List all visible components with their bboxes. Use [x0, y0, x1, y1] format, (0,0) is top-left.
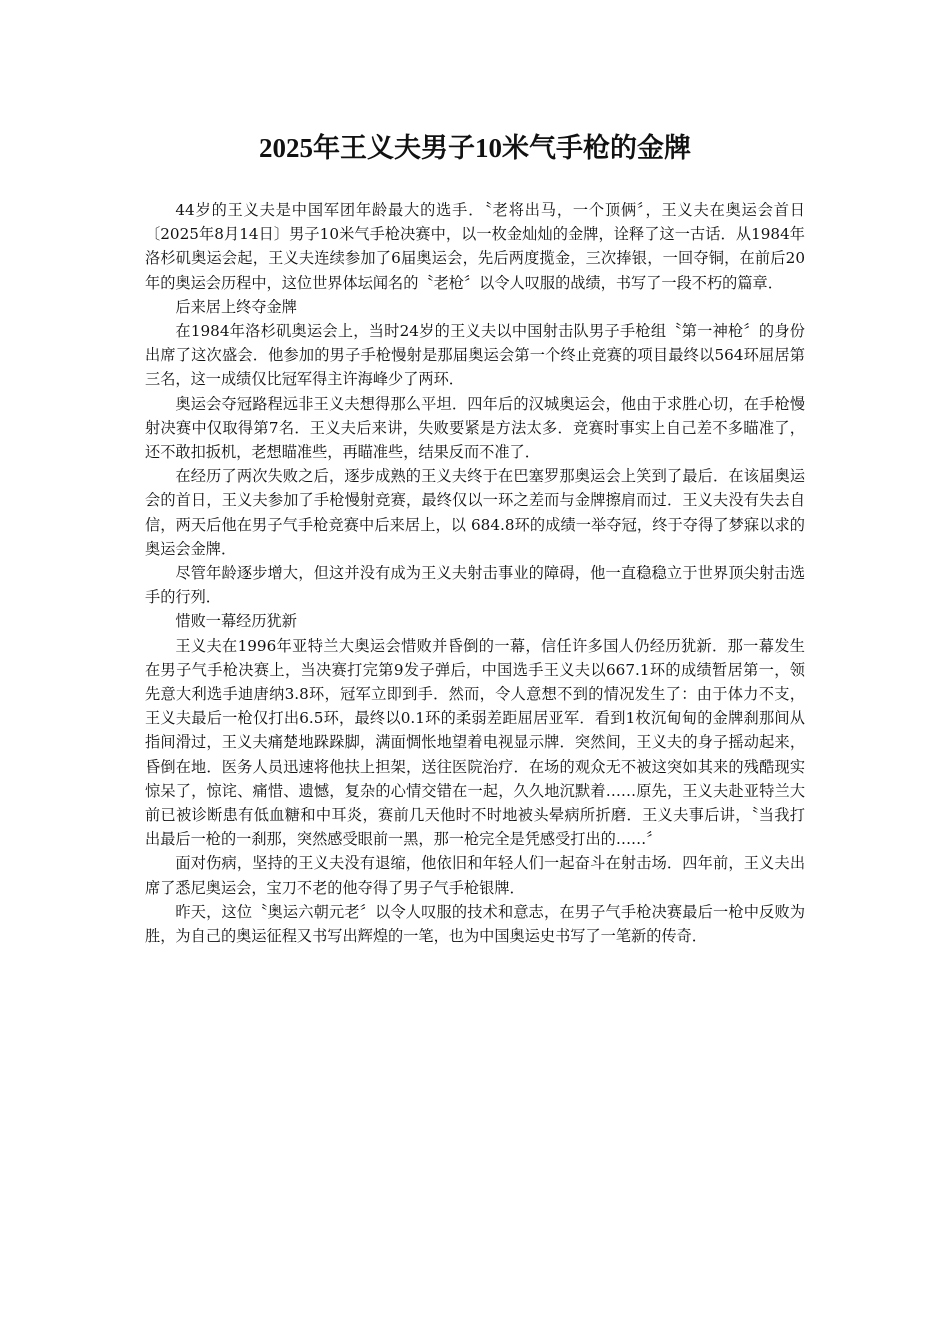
- paragraph: 面对伤病，坚持的王义夫没有退缩，他依旧和年轻人们一起奋斗在射击场．四年前，王义夫出席了悉尼奥运会，宝刀不老的他夺得了男子气手枪银牌．: [145, 854, 805, 897]
- document-title: 2025年王义夫男子10米气手枪的金牌: [259, 133, 691, 163]
- document-body: [145, 198, 805, 948]
- paragraph: 王义夫在1996年亚特兰大奥运会惜败并昏倒的一幕，信任许多国人仍经历犹新．那一幕发生在男子气手枪决赛上，当决赛打完第9发子弹后，中国选手王义夫以667.1环的成绩暂居第一，领先意大利选手迪唐纳3.8环，冠军立即到手．然而，令人意想不到的情况发生了：由于体力不支，王义夫最后一枪仅打出6.5环，最终以0.1环的柔弱差距屈居亚军．看到1枚沉甸甸的金牌刹那间从指间滑过，王义夫痛楚地跺跺脚，满面惆怅地望着电视显示牌．突然间，王义夫的身子摇动起来，昏倒在地．医务人员迅速将他扶上担架，送往医院治疗．在场的观众无不被这突如其来的残酷现实惊呆了，惊诧、痛惜、遗憾，复杂的心情交错在一起，久久地沉默着……原先，王义夫赴亚特兰大前已被诊断患有低血糖和中耳炎，赛前几天他时不时地被头晕病所折磨．王义夫事后讲，〝当我打出最后一枪的一刹那，突然感受眼前一黑，那一枪完全是凭感受打出的……〞: [145, 636, 805, 849]
- paragraph: 在经历了两次失败之后，逐步成熟的王义夫终于在巴塞罗那奥运会上笑到了最后．在该届奥运会的首日，王义夫参加了手枪慢射竞赛，最终仅以一环之差而与金牌擦肩而过．王义夫没有失去自信，两天后他在男子气手枪竞赛中后来居上，以 684.8环的成绩一举夺冠，终于夺得了梦寐以求的奥运会金牌．: [145, 467, 805, 558]
- paragraph: 奥运会夺冠路程远非王义夫想得那么平坦．四年后的汉城奥运会，他由于求胜心切，在手枪慢射决赛中仅取得第7名．王义夫后来讲，失败要紧是方法太多．竞赛时事实上自己差不多瞄准了，还不敢扣扳机，老想瞄准些，再瞄准些，结果反而不准了．: [145, 394, 805, 462]
- section-heading-1: 后来居上终夺金牌: [175, 297, 297, 316]
- paragraph: 在1984年洛杉矶奥运会上，当时24岁的王义夫以中国射击队男子手枪组〝第一神枪〞的身份出席了这次盛会．他参加的男子手枪慢射是那届奥运会第一个终止竞赛的项目最终以564环屈居第三名，这一成绩仅比冠军得主许海峰少了两环．: [145, 322, 805, 389]
- paragraph-intro: 44岁的王义夫是中国军团年龄最大的选手．〝老将出马，一个顶俩〞，王义夫在奥运会首日〔2025年8月14日〕男子10米气手枪决赛中，以一枚金灿灿的金牌，诠释了这一古话．从1984年洛杉矶奥运会起，王义夫连续参加了6届奥运会，先后两度揽金，三次捧银，一回夺铜，在前后20年的奥运会历程中，这位世界体坛闻名的〝老枪〞以令人叹服的战绩，书写了一段不朽的篇章．: [145, 201, 805, 292]
- section-heading-2: 惜败一幕经历犹新: [175, 612, 297, 631]
- paragraph: 尽管年龄逐步增大，但这并没有成为王义夫射击事业的障碍，他一直稳稳立于世界顶尖射击选手的行列．: [145, 564, 805, 607]
- paragraph-conclusion: 昨天，这位〝奥运六朝元老〞以令人叹服的技术和意志，在男子气手枪决赛最后一枪中反败为胜，为自己的奥运征程又书写出辉煌的一笔，也为中国奥运史书写了一笔新的传奇．: [145, 902, 805, 946]
